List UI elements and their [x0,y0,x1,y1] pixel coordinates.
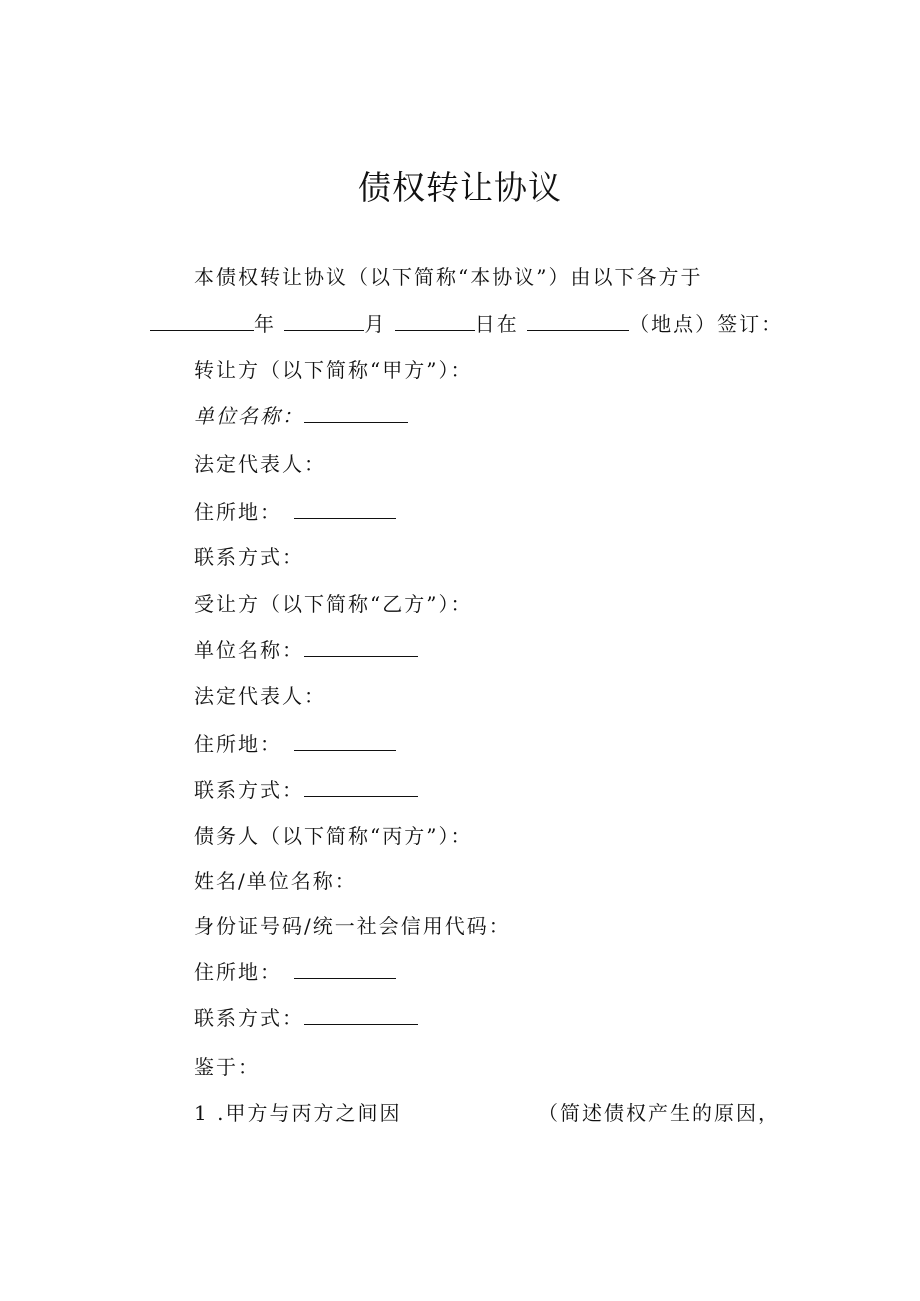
place-blank[interactable] [527,310,629,331]
party-c-contact-row [194,1004,418,1032]
party-b-address-blank[interactable] [294,730,396,751]
party-b-name-label: 单位名称： [194,638,304,662]
party-c-contact-blank[interactable] [304,1004,418,1025]
place-label: （地点）签订： [629,312,784,336]
party-c-id-label: 身份证号码/统一社会信用代码： [194,914,511,938]
party-b-legal-rep-label: 法定代表人： [194,684,326,708]
month-label: 月 [364,312,387,336]
party-a-heading: 转让方（以下简称“甲方”）： [194,358,473,382]
party-a-address-label: 住所地： [194,500,282,524]
party-a-address-row [194,498,396,526]
month-blank[interactable] [284,310,364,331]
recital-item-1-note: （简述债权产生的原因， [538,1101,780,1125]
intro-text: 本债权转让协议（以下简称“本协议”）由以下各方于 [194,265,703,289]
year-label: 年 [254,312,276,336]
signing-date-line [150,310,783,338]
party-b-heading: 受让方（以下简称“乙方”）： [194,592,473,616]
document-title: 债权转让协议 [358,168,562,207]
party-b-contact-label: 联系方式： [194,778,304,802]
party-b-address-row [194,730,396,758]
year-blank[interactable] [150,310,254,331]
party-b-name-blank[interactable] [304,636,418,657]
day-at-label: 日在 [474,312,519,336]
party-b-name-row [194,636,418,664]
party-c-name-label: 姓名/单位名称： [194,869,357,893]
party-b-address-label: 住所地： [194,732,282,756]
party-c-contact-label: 联系方式： [194,1006,304,1030]
party-c-address-row [194,958,396,986]
party-b-contact-row [194,776,418,804]
party-a-name-blank[interactable] [304,402,408,423]
party-a-contact-label: 联系方式： [194,545,304,569]
party-b-contact-blank[interactable] [304,776,418,797]
party-a-name-label: 单位名称： [194,404,304,428]
party-a-address-blank[interactable] [294,498,396,519]
recital-item-1-start: 1 .甲方与丙方之间因 [194,1101,402,1125]
party-c-address-blank[interactable] [294,958,396,979]
party-c-address-label: 住所地： [194,960,282,984]
day-blank[interactable] [395,310,475,331]
recitals-heading: 鉴于： [194,1055,260,1079]
intro-line [194,263,702,291]
party-a-name-row [194,402,408,430]
party-a-legal-rep-label: 法定代表人： [194,452,326,476]
party-c-heading: 债务人（以下简称“丙方”）： [194,824,473,848]
